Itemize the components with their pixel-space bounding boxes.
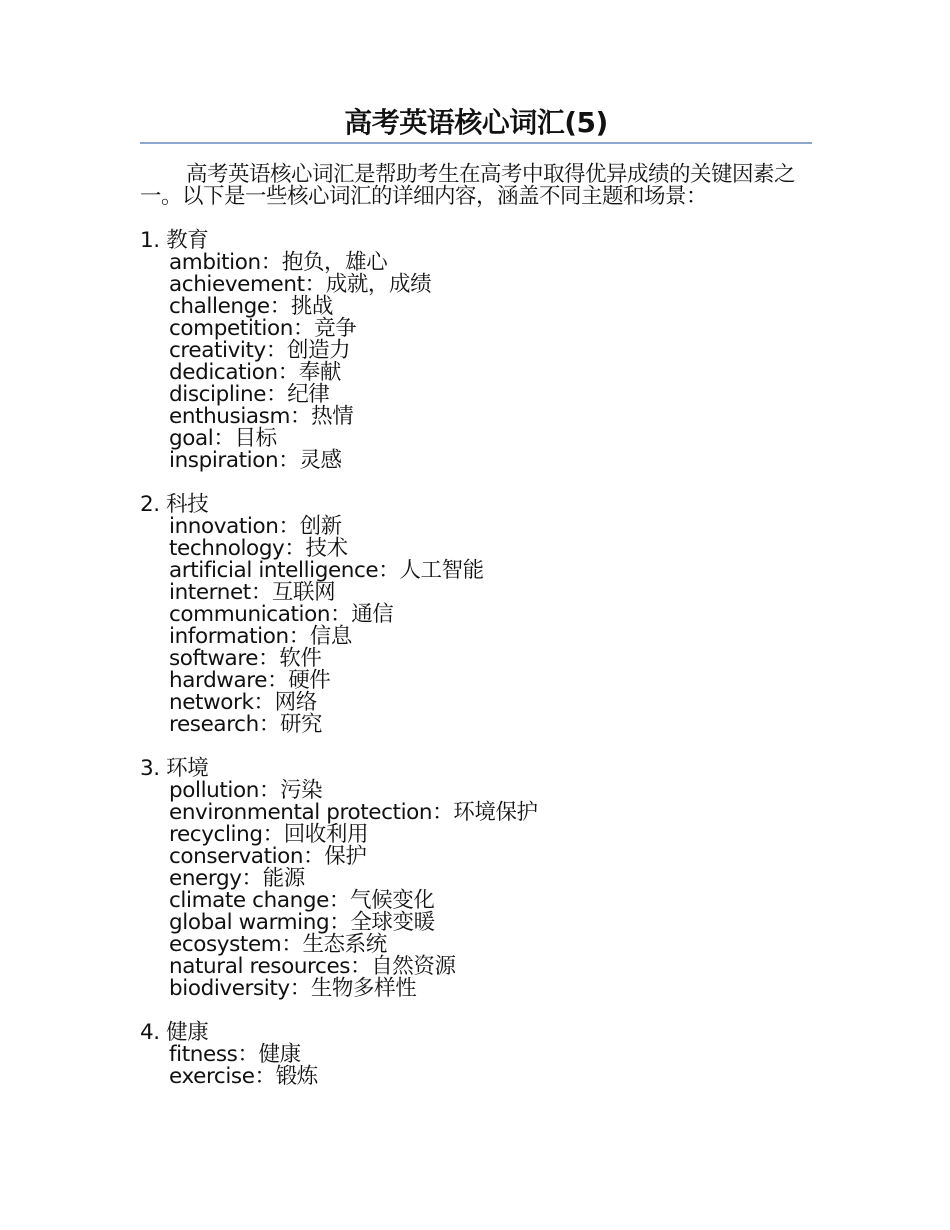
term-separator: ： [258,778,281,803]
vocab-term: internet [169,580,251,605]
vocab-term: ecosystem [169,932,282,957]
term-separator: ： [269,294,291,319]
vocab-term: artificial intelligence [169,558,379,583]
vocab-meaning: 锻炼 [275,1064,318,1089]
vocab-term: challenge [169,294,270,319]
vocab-item [169,846,812,868]
term-separator: ： [329,910,351,935]
section-heading: 3. 环境 [140,756,209,781]
vocab-term: biodiversity [169,976,290,1001]
vocab-meaning: 自然资源 [371,954,456,979]
vocab-term: communication [169,602,331,627]
section-heading: 4. 健康 [140,1020,209,1045]
term-separator: ： [432,800,454,825]
vocab-item [169,274,812,296]
vocab-item [169,428,812,450]
vocab-item [169,516,812,538]
vocab-meaning: 抱负，雄心 [281,250,388,275]
term-separator: ： [284,536,306,561]
vocab-meaning: 生态系统 [302,932,387,957]
intro-paragraph: 高考英语核心词汇是帮助考生在高考中取得优异成绩的关键因素之一。以下是一些核心词汇的详细内容，涵盖不同主题和场景： [140,162,796,209]
section-education [140,230,812,472]
vocab-list [140,252,812,472]
vocab-term: ambition [169,250,261,275]
vocab-item [169,956,812,978]
vocab-meaning: 技术 [305,536,348,561]
document-title: 高考英语核心词汇(5) [344,106,608,139]
vocab-item [169,648,812,670]
term-separator: ： [278,514,300,539]
vocab-term: environmental protection [169,800,433,825]
vocab-meaning: 软件 [279,646,322,671]
vocab-term: global warming [169,910,330,935]
vocab-term: dedication [169,360,278,385]
vocab-term: goal [169,426,214,451]
vocab-term: inspiration [169,448,279,473]
vocab-item [169,670,812,692]
term-separator: ： [290,404,312,429]
vocab-item [169,318,812,340]
vocab-item [169,450,812,472]
section-heading: 2. 科技 [140,492,209,517]
term-separator: ： [260,250,282,275]
term-separator: ： [292,316,315,341]
vocab-meaning: 成就，成绩 [325,272,432,297]
vocab-meaning: 能源 [262,866,305,891]
vocab-item [169,582,812,604]
term-separator: ： [250,580,272,605]
term-separator: ： [213,426,235,451]
vocab-meaning: 目标 [234,426,277,451]
term-separator: ： [304,272,326,297]
vocab-item [169,912,812,934]
vocab-term: climate change [169,888,329,913]
term-separator: ： [303,844,325,869]
vocab-meaning: 全球变暖 [350,910,435,935]
vocab-term: research [169,712,259,737]
vocab-item [169,692,812,714]
vocab-meaning: 灵感 [299,448,342,473]
vocab-meaning: 回收利用 [283,822,369,847]
vocab-term: natural resources [169,954,351,979]
vocab-meaning: 挑战 [290,294,334,319]
document-page [140,104,812,1088]
vocab-meaning: 污染 [280,778,323,803]
vocab-meaning: 保护 [324,844,367,869]
vocab-meaning: 纪律 [287,382,330,407]
vocab-term: network [169,690,254,715]
vocab-item [169,626,812,648]
vocab-item [169,890,812,912]
term-separator: ： [254,1064,276,1089]
vocab-item [169,560,812,582]
vocab-item [169,934,812,956]
vocab-term: software [169,646,259,671]
term-separator: ： [267,668,289,693]
vocab-item [169,714,812,736]
vocab-term: recycling [169,822,263,847]
vocab-term: pollution [169,778,259,803]
vocab-meaning: 通信 [351,602,394,627]
vocab-item [169,802,812,824]
title-block [140,104,812,144]
vocab-list [140,780,812,1000]
term-separator: ： [237,1042,259,1067]
vocab-item [169,406,812,428]
vocab-meaning: 人工智能 [399,558,484,583]
vocab-meaning: 创新 [299,514,342,539]
vocab-term: achievement [169,272,305,297]
vocab-term: exercise [169,1064,255,1089]
vocab-item [169,340,812,362]
vocab-list [140,1044,812,1088]
term-separator: ： [288,624,310,649]
term-separator: ： [330,602,352,627]
vocab-item [169,362,812,384]
vocab-term: energy [169,866,242,891]
vocab-meaning: 硬件 [288,668,331,693]
vocab-term: conservation [169,844,304,869]
vocab-term: information [169,624,289,649]
vocab-meaning: 奉献 [298,360,341,385]
term-separator: ： [253,690,275,715]
vocabulary-sections [140,230,812,1088]
term-separator: ： [258,646,280,671]
term-separator: ： [266,382,288,407]
vocab-item [169,1044,812,1066]
vocab-meaning: 气候变化 [350,888,435,913]
section-environment [140,758,812,1000]
vocab-item [169,824,812,846]
vocab-meaning: 健康 [258,1042,301,1067]
vocab-term: creativity [169,338,266,363]
term-separator: ： [277,360,299,385]
vocab-meaning: 研究 [279,712,323,737]
term-separator: ： [265,338,287,363]
term-separator: ： [350,954,372,979]
vocab-item [169,780,812,802]
vocab-term: hardware [169,668,268,693]
term-separator: ： [289,976,311,1001]
vocab-term: enthusiasm [169,404,291,429]
vocab-item [169,252,812,274]
vocab-meaning: 创造力 [286,338,351,363]
vocab-term: competition [169,316,293,341]
vocab-meaning: 网络 [274,690,317,715]
vocab-term: discipline [169,382,267,407]
vocab-meaning: 环境保护 [453,800,538,825]
vocab-term: innovation [169,514,279,539]
vocab-meaning: 互联网 [271,580,336,605]
vocab-item [169,384,812,406]
vocab-list [140,516,812,736]
vocab-meaning: 热情 [311,404,354,429]
section-heading: 1. 教育 [140,228,209,253]
term-separator: ： [241,866,263,891]
vocab-term: fitness [169,1042,238,1067]
section-health [140,1022,812,1088]
section-technology [140,494,812,736]
term-separator: ： [281,932,303,957]
vocab-item [169,978,812,1000]
term-separator: ： [278,448,300,473]
vocab-item [169,868,812,890]
vocab-item [169,604,812,626]
term-separator: ： [328,888,351,913]
term-separator: ： [378,558,400,583]
vocab-item [169,296,812,318]
vocab-meaning: 生物多样性 [310,976,417,1001]
vocab-meaning: 信息 [309,624,352,649]
vocab-item [169,538,812,560]
term-separator: ： [258,712,280,737]
vocab-meaning: 竞争 [314,316,357,341]
term-separator: ： [262,822,284,847]
vocab-term: technology [169,536,285,561]
vocab-item [169,1066,812,1088]
